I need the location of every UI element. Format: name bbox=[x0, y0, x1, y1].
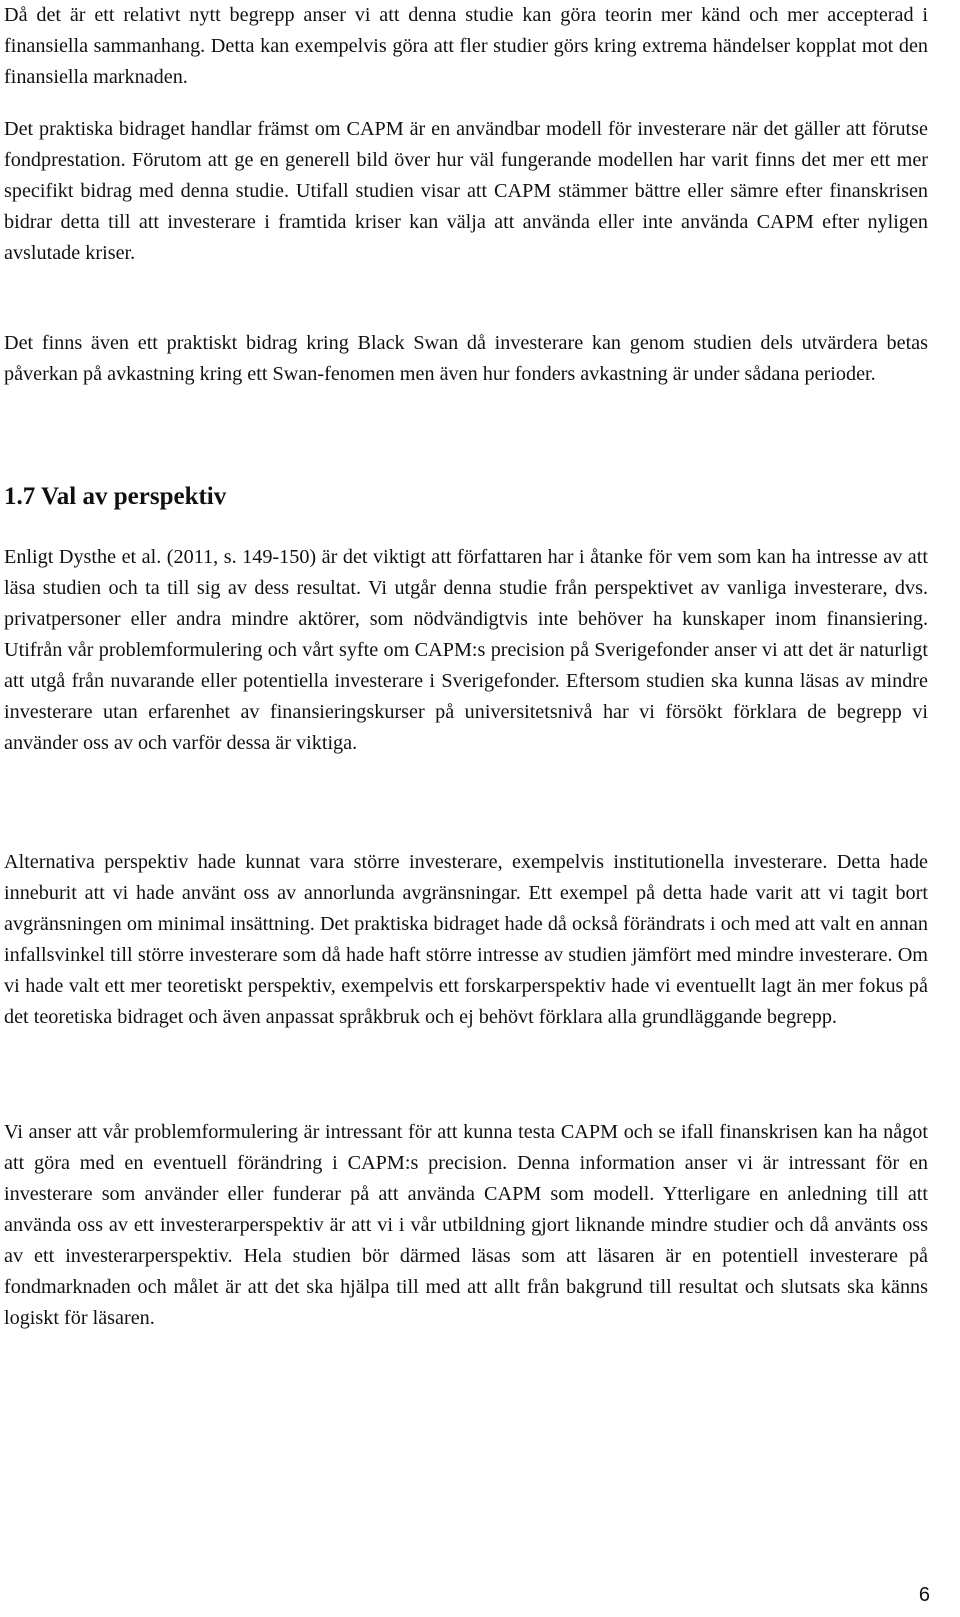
black-swan-paragraph: Det finns även ett praktiskt bidrag kring Black Swan då investerare kan genom studien dels utvärdera betas påverkan på avkastning kring ett Swan-fenomen men även hur fonders avkastning är under sådana perioder. bbox=[4, 332, 928, 385]
alternative-perspectives-paragraph: Alternativa perspektiv hade kunnat vara större investerare, exempelvis institutionella investerare. Detta hade inneburit att vi hade använt oss av annorlunda avgränsningar. Ett exempel på detta hade varit att vi tagit bort avgränsningen om minimal insättning. Det praktiska bidraget hade då också förändrats i och med att valt en annan infallsvinkel till större investerare som då hade haft större intresse av studien jämfört med mindre investerare. Om vi hade valt ett mer teoretiskt perspektiv, exempelvis ett forskarperspektiv hade vi eventuellt lagt än mer fokus på det teoretiska bidraget och även anpassat språkbruk och ej behövt förklara alla grundläggande begrepp. bbox=[4, 851, 928, 1028]
page-number: 6 bbox=[918, 1584, 930, 1606]
perspective-paragraph: Enligt Dysthe et al. (2011, s. 149-150) är det viktigt att författaren har i åtanke för vem som kan ha intresse av att läsa studien och ta till sig av dess resultat. Vi utgår denna studie från perspektivet av vanliga investerare, dvs. privatpersoner eller andra mindre aktörer, som nödvändigtvis inte behöver ha kunskaper inom finansiering. Utifrån vår problemformulering och vårt syfte om CAPM:s precision på Sverigefonder anser vi att det är naturligt att utgå från nuvarande eller potentiella investerare i Sverigefonder. Eftersom studien ska kunna läsas av mindre investerare utan erfarenhet av finansieringskurser på universitetsnivå har vi försökt förklara de begrepp vi använder oss av och varför dessa är viktiga. bbox=[4, 546, 928, 754]
problem-formulation-paragraph: Vi anser att vår problemformulering är intressant för att kunna testa CAPM och se ifall finanskrisen kan ha något att göra med en eventuell förändring i CAPM:s precision. Denna information anser vi är intressant för en investerare som använder eller funderar på att använda CAPM som modell. Ytterligare en anledning till att använda oss av ett investerarperspektiv är att vi i vår utbildning gjort liknande mindre studier och då använts oss av ett investerarperspektiv. Hela studien bör därmed läsas som att läsaren är en potentiell investerare på fondmarknaden och målet är att det ska hjälpa till med att allt från bakgrund till resultat och slutsats ska känns logiskt för läsaren. bbox=[4, 1121, 928, 1329]
section-heading: 1.7 Val av perspektiv bbox=[4, 483, 227, 510]
intro-paragraph: Då det är ett relativt nytt begrepp anser vi att denna studie kan göra teorin mer känd och mer accepterad i finansiella sammanhang. Detta kan exempelvis göra att fler studier görs kring extrema händelser kopplat mot den finansiella marknaden. bbox=[4, 4, 928, 88]
practical-contribution-paragraph: Det praktiska bidraget handlar främst om CAPM är en användbar modell för investerare när det gäller att förutse fondprestation. Förutom att ge en generell bild över hur väl fungerande modellen har varit finns det mer ett mer specifikt bidrag med denna studie. Utifall studien visar att CAPM stämmer bättre eller sämre efter finanskrisen bidrar detta till att investerare i framtida kriser kan välja att använda eller inte använda CAPM efter nyligen avslutade kriser. bbox=[4, 118, 928, 264]
